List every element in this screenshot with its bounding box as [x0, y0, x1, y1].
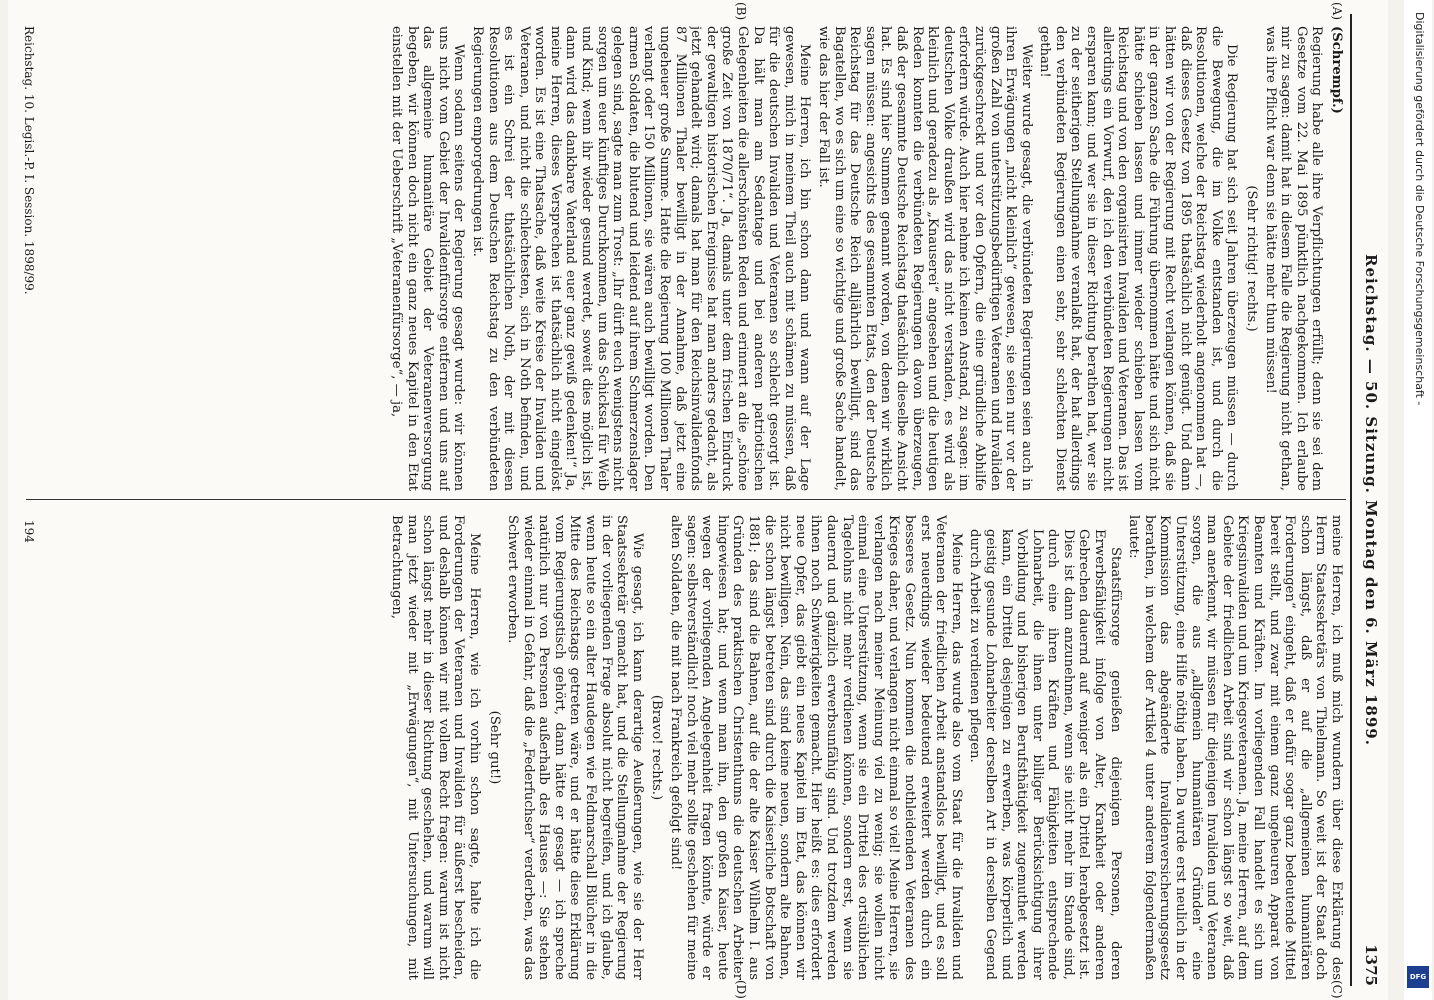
- right-column: [24, 515, 1344, 980]
- margin-marker-b: (B): [734, 2, 748, 21]
- sheet-number: 194: [22, 520, 36, 543]
- margin-marker-c: (C): [1330, 980, 1344, 999]
- margin-marker-a: (A): [1330, 2, 1344, 21]
- interjection: (Sehr richtig! rechts.): [1244, 185, 1260, 332]
- paragraph: Die Regierung hat sich seit Jahren überzeugen müssen — durch die Bewegung, die im Volke entstanden ist, und durch die Resolutionen, welche der Reichstag wiederholt angenommen hat —, daß dieses Gesetz von 1895 thatsächlich nicht genügt. Und dann hätten wir von der Regierung mit Recht verlangen können, daß sie in der ganzen Sache die Führung übernommen hätte und sich nicht hätte schieben lassen und immer wieder schieben lassen vom Reichstag und von den organisirten Invaliden und Veteranen. Das ist allerdings ein Vorwurf, den ich den verbündeten Regierungen nicht ersparen kann; und wer sie in dieser Richtung berathen hat, wer sie zu der seitherigen Stellungnahme veranlaßt hat, der hat allerdings den verbündeten Regierungen einen sehr, sehr schlechten Dienst gethan!: [1037, 26, 1240, 491]
- paragraph: Wenn sodann seitens der Regierung gesagt wurde: wir können uns nicht vom Gebiet der Invalidenfürsorge entfernen und uns auf das allgemeine humanitäre Gebiet der Veteranenversorgung begeben, wir können doch nicht ein ganz neues Kapitel in den Etat einstellen mit der Ueberschrift „Veteranenfürsorge“, — ja,: [388, 26, 467, 491]
- speaker-label: (Schrempf.): [1329, 26, 1344, 114]
- margin-marker-d: (D): [734, 980, 748, 999]
- paragraph: Meine Herren, wie ich vorhin schon sagte, halte ich die Forderungen der Veteranen und Invaliden für äußerst bescheiden, und deshalb können wir mit vollem Recht fragen: warum ist nicht schon längst mehr in dieser Richtung geschehen, und warum will man jetzt wieder mit „Erwägungen“, mit Untersuchungen, mit Betrachtungen,: [388, 515, 482, 980]
- header-rule: [1350, 14, 1352, 986]
- paragraph: Weiter wurde gesagt, die verbündeten Regierungen seien auch in ihren Erwägungen „nicht kleinlich“ gewesen, sie seien nur vor der großen Zahl von unterstützungsbedürftigen Veteranen und Invaliden zurückgeschreckt und vor den Opfern, die eine gründliche Abhilfe erfordern würde. Auch hier nehme ich keinen Anstand, zu sagen: im deutschen Volke draußen wird das nicht verstanden, es wird als kleinlich und geradezu als „Knauserei“ angesehen und die heutigen Reden konnten die verbündeten Regierungen davon überzeugen, daß der gesammte Deutsche Reichstag thatsächlich dieselbe Ansicht hat. Es sind hier Summen genannt worden, von denen wir wirklich sagen müssen: angesichts des gesammten Etats, den der Deutsche Reichstag für das Deutsche Reich alljährlich bewilligt, sind das Bagatellen, wo es sich um eine so wichtige und große Sache handelt, wie das hier der Fall ist.: [816, 26, 1034, 491]
- interjection: (Sehr gut!): [486, 710, 502, 785]
- paragraph: Wie gesagt, ich kann derartige Aeußerungen, wie sie der Herr Staatssekretär gemacht hat, und die Stellungnahme der Regierung in der vorliegenden Frage absolut nicht begreifen, und ich glaube, wenn heute so ein alter Haudegen wie Feldmarschall Blücher in die Mitte des Reichstags getreten wäre, und er hätte diese Erklärung vom Regierungstisch gehört, dann hätte er gesagt — ich spreche natürlich nur von Personen außerhalb des Hauses —: Sie stehen wieder einmal in Gefahr, daß die „Federfuchser“ verderben, was das Schwert erworben.: [505, 515, 645, 980]
- paragraph: meine Herren, ich muß mich wundern über diese Erklärung des Herrn Staatssekretärs von Thielmann. So weit ist der Staat doch schon längst, daß er auf die „allgemeinen humanitären Forderungen“ eingeht, daß er dafür sogar ganz bedeutende Mittel bereit stellt, und zwar mit einem ganz ungeheuren Apparat von Beamten und Kräften. Im vorliegenden Fall handelt es sich um Kriegsinvaliden und um Kriegsveteranen. Ja, meine Herren, auf dem Gebiete der friedlichen Arbeit sind wir schon längst so weit, daß man anerkennt, wir müssen für diejenigen Invaliden und Veteranen sorgen, die aus „allgemein humanitären Gründen“ eine Unterstützung, eine Hilfe nöthig haben. Da wurde erst neulich in der Kommission das abgeänderte Invalidenversicherungsgesetz berathen, in welchem der Artikel 4 unter anderem folgendermaßen lautet:: [1126, 515, 1344, 980]
- column-divider: [26, 499, 1346, 500]
- digitization-credit-bar: [1404, 0, 1432, 1000]
- page-title: Reichstag. — 50. Sitzung. Montag den 6. März 1899.: [1362, 254, 1380, 746]
- page-header: [1354, 14, 1380, 986]
- interjection: (Bravo! rechts.): [649, 694, 665, 801]
- block-quote: Staatsfürsorge genießen diejenigen Personen, deren Erwerbsfähigkeit infolge von Alter, Krankheit oder anderen Gebrechen dauernd auf weniger als ein Drittel herabgesetzt ist. Dies ist dann anzunehmen, wenn sie nicht mehr im Stande sind, durch eine ihren Kräften und Fähigkeiten entsprechende Lohnarbeit, die ihnen unter billiger Berücksichtigung ihrer Vorbildung und bisherigen Berufsthätigkeit zugemuthet werden kann, ein Drittel desjenigen zu erwerben, was körperlich und geistig gesunde Lohnarbeiter derselben Art in derselben Gegend durch Arbeit zu verdienen pflegen.: [967, 529, 1123, 980]
- paragraph: Meine Herren, ich bin schon dann und wann auf der Lage gewesen, mich in meinem Theil auch mit schämen zu müssen, daß für die deutschen Invaliden und Veteranen so schlecht gesorgt ist. Da hält man am Sedantage und bei anderen patriotischen Gelegenheiten die allerschönsten Reden und erinnert an die „schöne große Zeit von 1870/71“. Ja, damals unter dem frischen Eindruck der gewaltigen historischen Ereignisse hat man anders gedacht, als jetzt gehandelt wird; damals hat man für den Reichsinvalidenfonds 87 Millionen Thaler bewilligt in der Annahme, daß jetzt eine ungeheuer große Summe. Hatte die Regierung 100 Millionen Thaler verlangt oder 150 Millionen, sie wären auch bewilligt worden. Den armen Soldaten, die blutend und leidend auf ihrem Schmerzenslager gelegen sind, sagte man zum Trost: „Ihr dürft euch wenigstens nicht sorgen um euer künftiges Durchkommen, um das Schicksal für Weib und Kind; wenn ihr wieder gesund werdet, soweit dies möglich ist, dann wird das dankbare Vaterland euer ganz gewiß gedenken!“ Ja, meine Herren, dieses Versprechen ist thatsächlich nicht eingelöst worden. Es ist eine Thatsache, daß weite Kreise der Invaliden und Veteranen, und nicht die schlechtesten, sich in Noth befinden, und es ist ein Schrei der thatsächlichen Noth, der mit diesen Resolutionen aus dem Deutschen Reichstag zu den verbündeten Regierungen emporgedrungen ist.: [469, 26, 813, 491]
- session-footer: Reichstag. 10. Legisl.-P. I. Session. 1898/99.: [22, 26, 36, 295]
- page-number: 1375: [1362, 944, 1380, 986]
- dfg-logo: DFG: [1407, 966, 1429, 988]
- paragraph: Regierung habe alle ihre Verpflichtungen erfüllt; denn sie sei dem Gesetze vom 22. Mai 1895 pünktlich nachgekommen. Ich erlaube mir zu sagen: damit hat in diesem Falle die Regierung nicht gethan, was ihre Pflicht war denn sie hätte mehr thun müssen!: [1262, 26, 1325, 491]
- newspaper-page: [8, 0, 1388, 1000]
- left-column: [24, 26, 1344, 491]
- paragraph: Meine Herren, das wurde also vom Staat für die Invaliden und Veteranen der friedlichen Arbeit anstandslos bewilligt, und es soll erst neuerdings wieder bedeutend erweitert werden durch ein besseres Gesetz. Nun kommen die nothleidenden Veteranen des Krieges daher, und verlangen nicht einmal so viel! Meine Herren, sie verlangen nach meiner Meinung viel zu wenig; sie wollen nicht einmal eine Unterstützung, wenn sie ein Drittel des ortsüblichen Tagelohns nicht mehr verdienen können, sondern erst, wenn sie dauernd und gänzlich erwerbsunfähig sind. Und trotzdem werden ihnen noch Schwierigkeiten gemacht. Hier heißt es: dies erfordert neue Opfer, das giebt ein neues Kapitel im Etat, das können wir nicht bewilligen. Nein, das sind keine neuen, sondern alte Bahnen, die schon längst betreten sind durch die Kaiserliche Botschaft von 1881; das sind die Bahnen, auf die der alte Kaiser Wilhelm I. aus Gründen des praktischen Christenthums die deutschen Arbeiter hingewiesen hat; und wenn man ihn, den großen Kaiser, heute wegen der vorliegenden Angelegenheit fragen könnte, würde er sagen: selbstverständlich! noch viel mehr sollte geschehen für meine alten Soldaten, die mit nach Frankreich gefolgt sind!: [668, 515, 964, 980]
- digitization-credit: Digitalisierung gefördert durch die Deutsche Forschungsgemeinschaft -: [1413, 12, 1426, 406]
